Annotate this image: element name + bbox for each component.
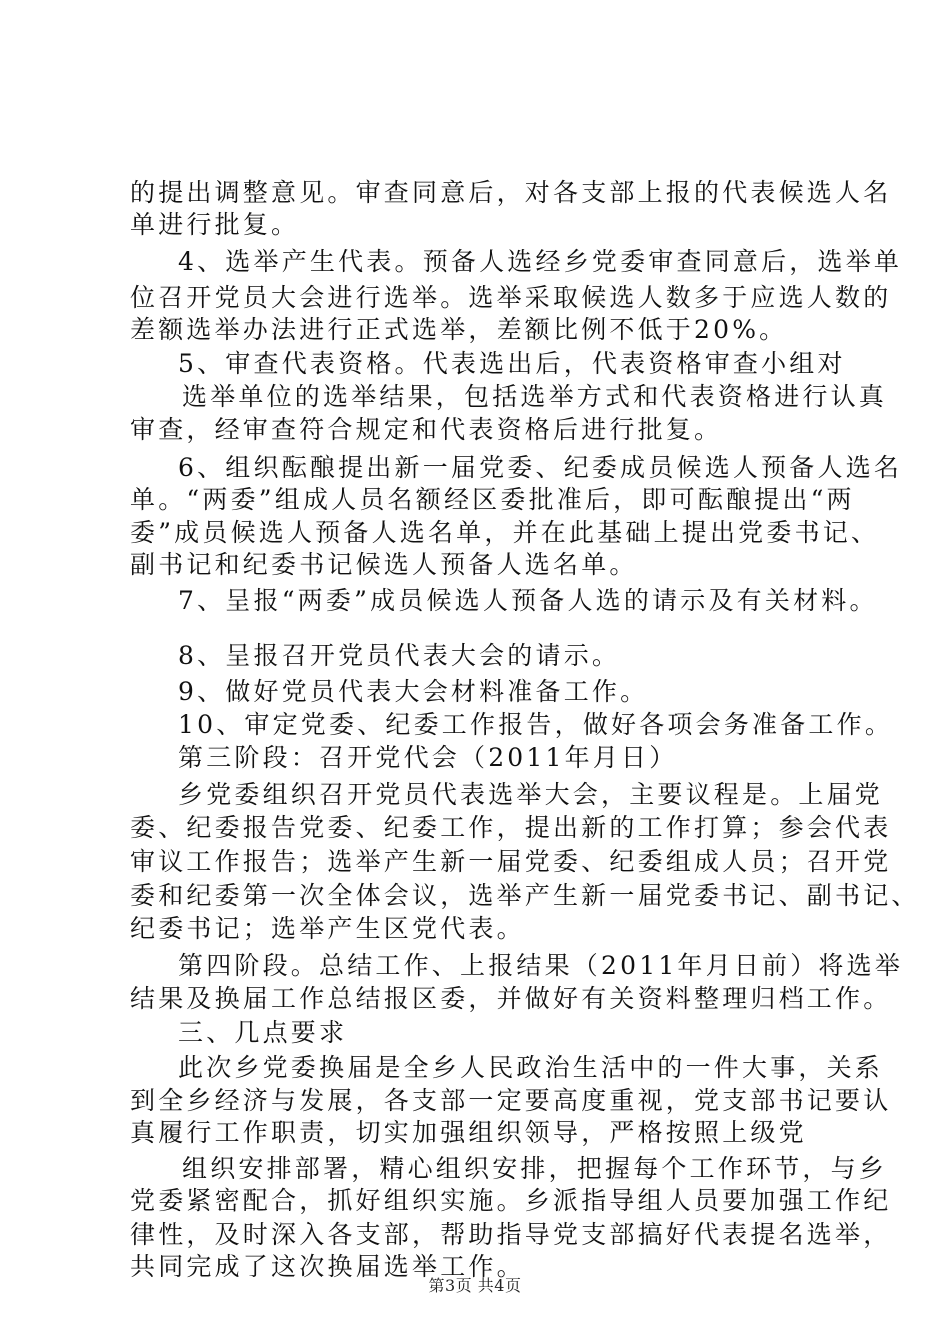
text-line: 差额选举办法进行正式选举，差额比例不低于20%。 (130, 315, 788, 344)
section-heading: 第四阶段。总结工作、上报结果（2011年月日前）将选举 (178, 951, 904, 980)
page-number-footer: 第3页 共4页 (428, 1276, 522, 1295)
text-line: 结果及换届工作总结报区委，并做好有关资料整理归档工作。 (130, 984, 892, 1013)
text-line: 5、审查代表资格。代表选出后，代表资格审查小组对 (178, 349, 846, 378)
text-line: 组织安排部署，精心组织安排，把握每个工作环节，与乡 (182, 1154, 888, 1183)
section-heading: 第三阶段：召开党代会（2011年月日） (178, 743, 678, 772)
text-line: 9、做好党员代表大会材料准备工作。 (178, 677, 649, 706)
text-line: 审议工作报告；选举产生新一届党委、纪委组成人员；召开党 (130, 847, 892, 876)
text-line: 4、选举产生代表。预备人选经乡党委审查同意后，选举单 (178, 247, 903, 276)
text-line: 党委紧密配合，抓好组织实施。乡派指导组人员要加强工作纪 (130, 1186, 892, 1215)
text-line: 委”成员候选人预备人选名单，并在此基础上提出党委书记、 (130, 518, 880, 547)
text-line: 到全乡经济与发展，各支部一定要高度重视，党支部书记要认 (130, 1086, 892, 1115)
text-line: 的提出调整意见。审查同意后，对各支部上报的代表候选人名 (130, 178, 892, 207)
text-line: 副书记和纪委书记候选人预备人选名单。 (130, 550, 638, 579)
text-line: 此次乡党委换届是全乡人民政治生活中的一件大事，关系 (178, 1053, 884, 1082)
text-line: 乡党委组织召开党员代表选举大会，主要议程是。上届党 (178, 780, 884, 809)
text-line: 纪委书记；选举产生区党代表。 (130, 914, 525, 943)
text-line: 真履行工作职责，切实加强组织领导，严格按照上级党 (130, 1118, 807, 1147)
text-line: 10、审定党委、纪委工作报告，做好各项会务准备工作。 (178, 710, 894, 739)
text-line: 委和纪委第一次全体会议，选举产生新一届党委书记、副书记、 (130, 881, 920, 910)
text-line: 8、呈报召开党员代表大会的请示。 (178, 641, 621, 670)
text-line: 单。“两委”组成人员名额经区委批准后，即可酝酿提出“两 (130, 485, 855, 514)
text-line: 位召开党员大会进行选举。选举采取候选人数多于应选人数的 (130, 283, 892, 312)
text-line: 委、纪委报告党委、纪委工作，提出新的工作打算；参会代表 (130, 813, 892, 842)
text-line: 选举单位的选举结果，包括选举方式和代表资格进行认真 (182, 382, 888, 411)
text-line: 6、组织酝酿提出新一届党委、纪委成员候选人预备人选名 (178, 453, 903, 482)
section-heading: 三、几点要求 (178, 1018, 348, 1047)
text-line: 单进行批复。 (130, 210, 300, 239)
text-line: 7、呈报“两委”成员候选人预备人选的请示及有关材料。 (178, 586, 878, 615)
text-line: 律性，及时深入各支部，帮助指导党支部搞好代表提名选举， (130, 1220, 892, 1249)
text-line: 审查，经审查符合规定和代表资格后进行批复。 (130, 415, 723, 444)
text-line: 共同完成了这次换届选举工作。 (130, 1252, 525, 1281)
